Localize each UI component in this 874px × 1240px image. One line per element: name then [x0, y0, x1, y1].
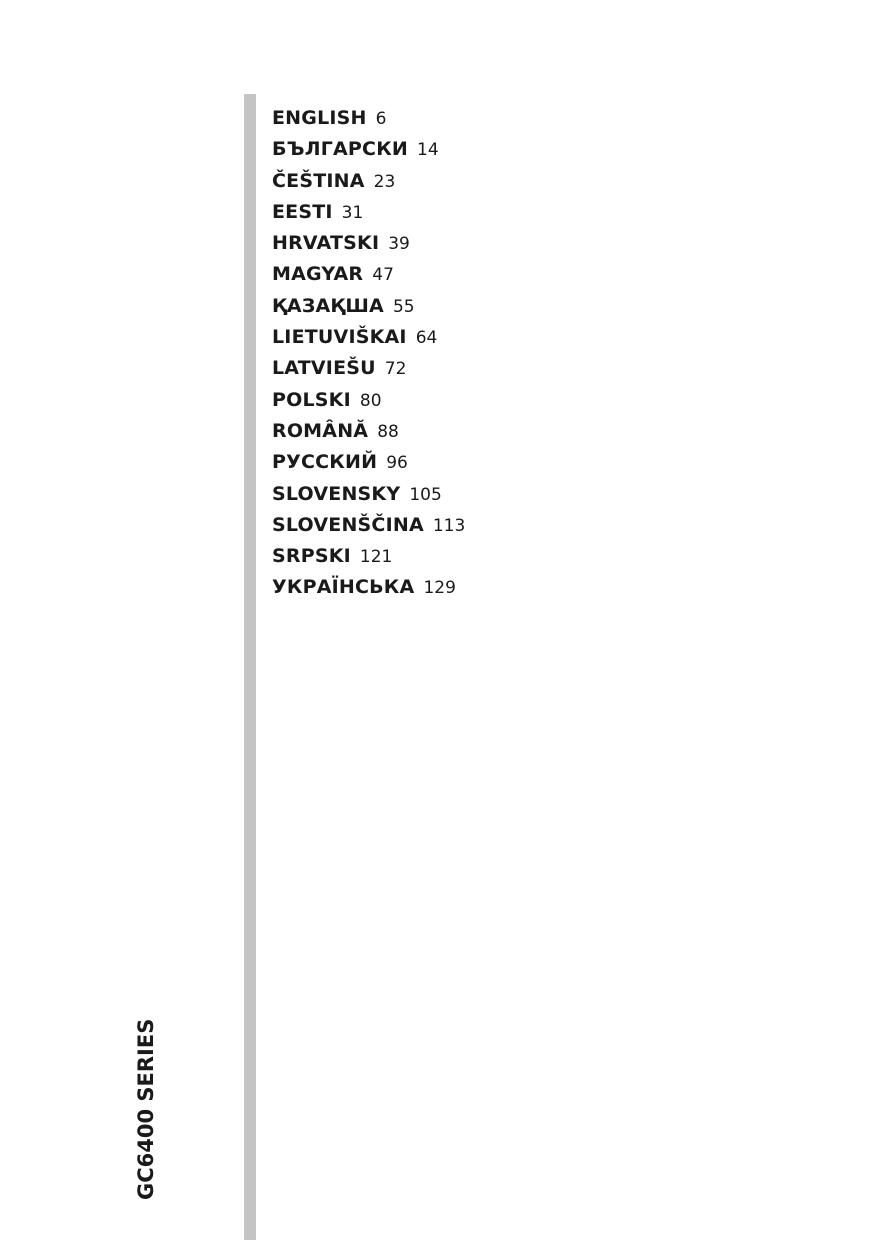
toc-page-number: 6 [375, 109, 387, 129]
toc-entry[interactable] [272, 572, 465, 603]
toc-page-number: 14 [417, 140, 439, 161]
toc-entry[interactable] [272, 291, 465, 322]
toc-entry[interactable] [272, 541, 465, 572]
toc-entry[interactable] [272, 447, 465, 478]
toc-page-number: 55 [392, 296, 415, 317]
toc-page-number: 72 [384, 359, 407, 380]
toc-page-number: 121 [359, 547, 393, 568]
toc-page-number: 31 [341, 202, 364, 223]
toc-entry[interactable] [272, 479, 465, 510]
toc-entry[interactable] [272, 197, 465, 228]
toc-language: MAGYAR [272, 263, 364, 286]
toc-page-number: 39 [388, 234, 410, 255]
series-title: GC6400 SERIES [134, 1018, 158, 1200]
toc-entry[interactable] [272, 385, 465, 416]
toc-page-number: 105 [409, 484, 442, 505]
toc-language: ENGLISH [272, 107, 367, 129]
toc-language: SLOVENSKY [272, 482, 401, 505]
language-table-of-contents [272, 103, 465, 604]
toc-page-number: 64 [415, 328, 438, 349]
toc-language: POLSKI [272, 388, 351, 411]
toc-page-number: 129 [423, 578, 456, 599]
toc-entry[interactable] [272, 510, 465, 541]
toc-entry[interactable] [272, 322, 465, 353]
toc-page-number: 47 [372, 265, 394, 286]
toc-entry[interactable] [272, 353, 465, 384]
toc-language: SLOVENŠČINA [272, 513, 424, 536]
toc-page-number: 88 [377, 421, 399, 442]
toc-language: HRVATSKI [272, 232, 380, 255]
toc-entry[interactable] [272, 416, 465, 447]
toc-language: УКРАЇНСЬКА [272, 576, 415, 599]
toc-language: ҚАЗАҚША [272, 294, 384, 317]
toc-page-number: 23 [373, 171, 396, 192]
toc-language: LATVIEŠU [272, 357, 376, 380]
toc-entry[interactable] [272, 134, 465, 165]
toc-language: EESTI [272, 200, 333, 223]
toc-page-number: 80 [359, 390, 382, 411]
toc-language: SRPSKI [272, 545, 351, 568]
toc-language: ROMÂNĂ [272, 419, 369, 442]
toc-entry[interactable] [272, 259, 465, 290]
vertical-divider-bar [244, 94, 256, 1240]
toc-entry[interactable] [272, 103, 465, 134]
toc-language: ČEŠTINA [272, 169, 365, 192]
toc-entry[interactable] [272, 228, 465, 259]
toc-page-number: 113 [432, 515, 466, 536]
toc-language: РУССКИЙ [272, 451, 378, 474]
toc-page-number: 96 [386, 453, 408, 474]
toc-entry[interactable] [272, 166, 465, 197]
toc-language: БЪЛГАРСКИ [272, 138, 409, 161]
toc-language: LIETUVIŠKAI [272, 326, 407, 349]
